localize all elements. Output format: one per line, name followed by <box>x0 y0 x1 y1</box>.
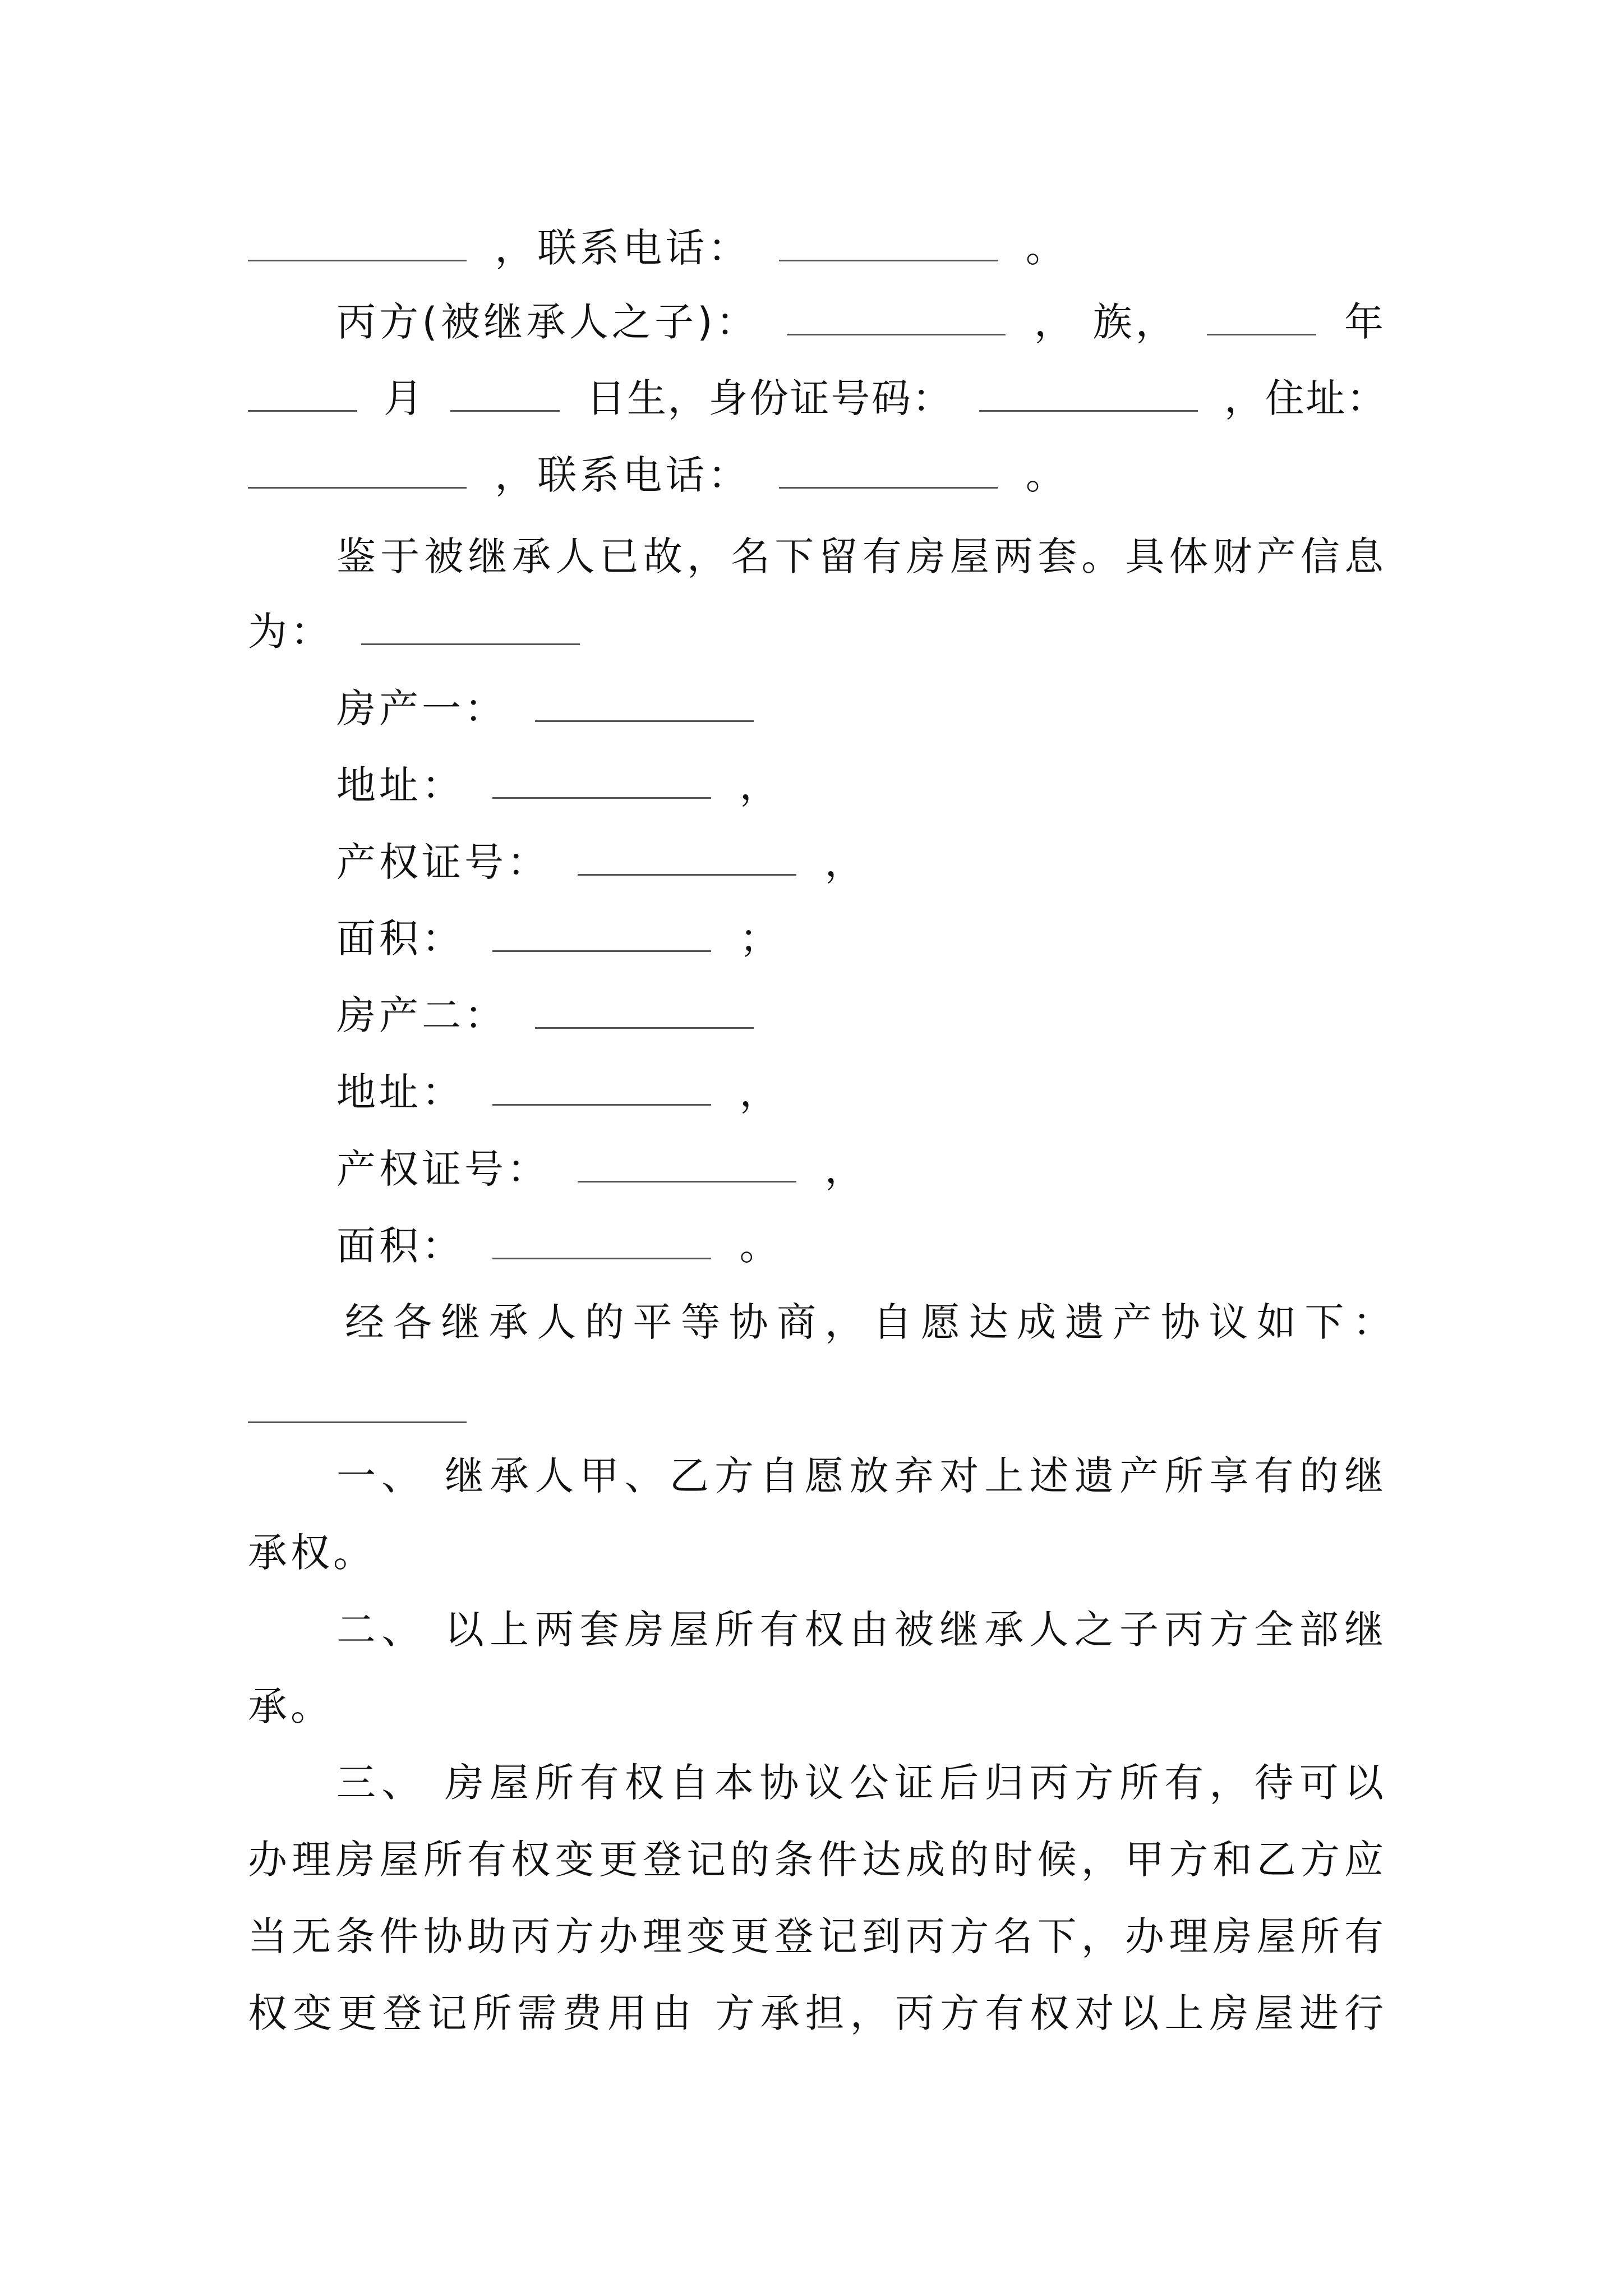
fill-in-blank <box>492 917 711 952</box>
text-segment: ， <box>1034 299 1077 345</box>
text-segment: 产权证号： <box>336 839 550 885</box>
fill-in-blank <box>248 453 467 489</box>
fill-in-blank <box>248 1388 467 1423</box>
text-line <box>336 1755 1387 1811</box>
text-segment: ； <box>739 915 782 961</box>
fill-in-blank <box>492 1224 711 1259</box>
text-line <box>336 1448 1387 1504</box>
text-segment: 丙方(被继承人之子)： <box>336 299 759 345</box>
text-line <box>336 1602 1387 1658</box>
text-segment: 房产一： <box>336 685 507 731</box>
text-line <box>336 680 766 737</box>
text-line <box>248 1678 333 1734</box>
text-line <box>336 757 782 813</box>
fill-in-blank <box>248 226 467 261</box>
fill-in-blank <box>787 300 1006 335</box>
text-segment: 族， <box>1092 299 1179 345</box>
text-line <box>336 1141 868 1197</box>
text-segment: ，联系电话： <box>495 225 751 271</box>
text-segment: 鉴于被继承人已故，名下留有房屋两套。具体财产信息 <box>336 533 1387 579</box>
text-segment: 承权。 <box>248 1530 376 1576</box>
text-line <box>336 1064 782 1120</box>
text-segment: 面积： <box>336 915 464 961</box>
fill-in-blank <box>450 376 560 412</box>
text-segment: ， <box>824 839 868 885</box>
text-segment: 。 <box>1025 452 1068 498</box>
fill-in-blank <box>779 453 998 489</box>
fill-in-blank <box>535 687 754 722</box>
text-line <box>248 370 1387 426</box>
text-line <box>336 528 1387 585</box>
text-line <box>336 294 1387 350</box>
text-line <box>336 987 766 1043</box>
text-segment: 产权证号： <box>336 1146 550 1192</box>
text-line <box>248 1382 479 1438</box>
text-segment: ，住址： <box>1224 375 1387 421</box>
text-line <box>248 1525 376 1581</box>
text-segment: 经各继承人的平等协商，自愿达成遗产协议如下： <box>345 1299 1395 1345</box>
text-line <box>248 1985 1387 2041</box>
text-line <box>248 1832 1387 1888</box>
text-segment: ， <box>739 1069 782 1115</box>
text-line <box>336 910 782 967</box>
text-segment: ， <box>739 762 782 808</box>
text-line <box>248 604 592 660</box>
fill-in-blank <box>979 376 1198 412</box>
text-segment: 月 <box>383 375 425 421</box>
text-segment: 地址： <box>336 762 464 808</box>
text-line <box>336 834 868 890</box>
text-segment: 权变更登记所需费用由 方承担，丙方有权对以上房屋进行 <box>248 1990 1387 2036</box>
text-segment: 二、 以上两套房屋所有权由被继承人之子丙方全部继 <box>336 1607 1387 1653</box>
text-line <box>345 1294 1395 1350</box>
fill-in-blank <box>535 993 754 1029</box>
text-segment: 房产二： <box>336 992 507 1038</box>
text-line <box>248 220 1068 276</box>
text-segment: 面积： <box>336 1223 464 1269</box>
text-segment: 。 <box>739 1223 782 1269</box>
text-segment: 三、 房屋所有权自本协议公证后归丙方所有，待可以 <box>336 1760 1387 1806</box>
text-segment: 承。 <box>248 1683 333 1729</box>
text-segment: 一、 继承人甲、乙方自愿放弃对上述遗产所享有的继 <box>336 1453 1387 1499</box>
fill-in-blank <box>248 376 357 412</box>
text-segment: 。 <box>1025 225 1068 271</box>
text-segment: 办理房屋所有权变更登记的条件达成的时候，甲方和乙方应 <box>248 1837 1387 1883</box>
fill-in-blank <box>578 840 796 876</box>
text-segment: 当无条件协助丙方办理变更登记到丙方名下，办理房屋所有 <box>248 1913 1387 1959</box>
fill-in-blank <box>492 1070 711 1106</box>
fill-in-blank <box>1207 300 1316 335</box>
text-segment: ，联系电话： <box>495 452 751 498</box>
text-line <box>248 1908 1387 1964</box>
text-line <box>336 1218 782 1274</box>
text-segment: 日生，身份证号码： <box>586 375 953 421</box>
text-segment: 为： <box>248 609 333 655</box>
text-segment: 年 <box>1344 299 1387 345</box>
text-line <box>248 447 1068 503</box>
fill-in-blank <box>578 1147 796 1182</box>
fill-in-blank <box>779 226 998 261</box>
text-segment: ， <box>824 1146 868 1192</box>
fill-in-blank <box>492 763 711 799</box>
text-segment: 地址： <box>336 1069 464 1115</box>
fill-in-blank <box>361 610 580 645</box>
